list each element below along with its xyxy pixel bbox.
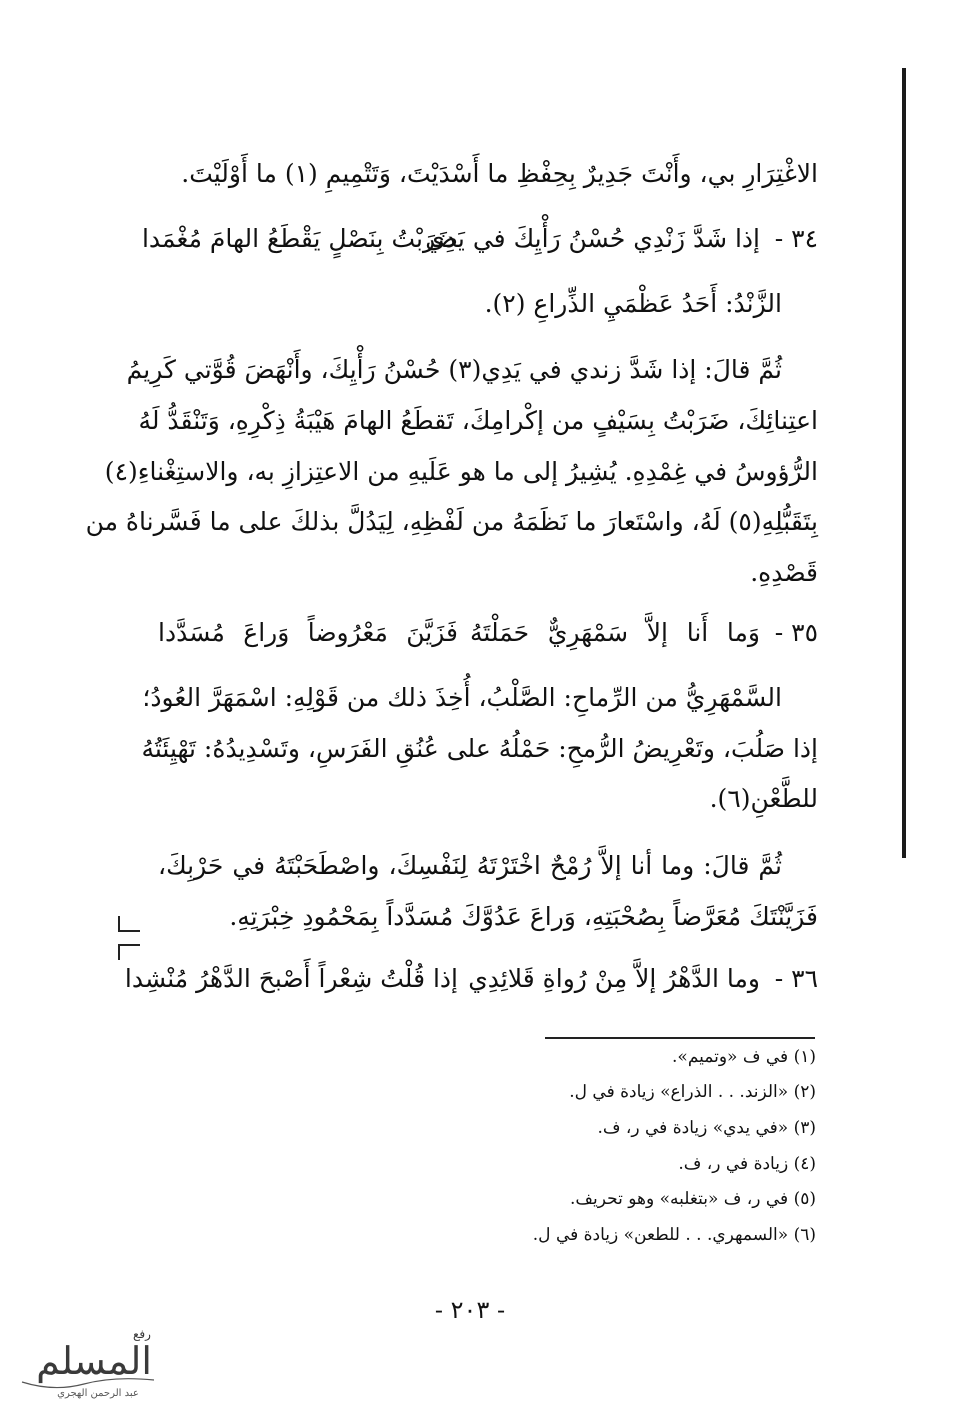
text-line-3: ثُمَّ قالَ: إذا شَدَّ زندي في يَدِي(٣) حُسْنُ رَأْيِكَ، وأَنْهَضَ قُوَّتي كَرِيمُ	[126, 355, 782, 384]
verse-second-hemistich: إذا قُلْتُ شِعْراً أَصْبحَ الدَّهْرُ مُنْشِدا	[124, 964, 458, 993]
crop-mark	[118, 944, 140, 960]
verse-first-hemistich: إذا شَدَّ زَنْدِي حُسْنُ رَأْيِكَ في يَدِي	[425, 224, 760, 253]
verse-second-hemistich: ضَرَبْتُ بِنَصْلٍ يَقْطَعُ الهامَ مُغْمَدا	[141, 224, 458, 253]
verse-first-hemistich: وَما أَنا إلاَّ سَمْهَرِيٌّ حَمَلْتَهُ	[470, 618, 760, 647]
footnote-2: (٢) «الزند. . . الذراع» زيادة في ل.	[569, 1082, 816, 1102]
stamp-logo	[14, 1322, 174, 1402]
text-line-8: السَّمْهَرِيُّ من الرِّماحِ: الصَّلْبُ، أُخِذَ ذلك من قَوْلِهِ: اسْمَهَرَّ العُودُ؛	[142, 683, 782, 712]
verse-number: ٣٤ -	[774, 224, 818, 253]
text-line-12: فَزَيَّنْتَكَ مُعَرَّضاً بِصُحْبَتِهِ، وَراعَ عَدُوَّكَ مُسَدَّداً بِمَحْمُودِ خِبْرَتِهِ.	[229, 902, 818, 931]
footnote-5: (٥) في ر، ف «بتغلبه» وهو تحريف.	[570, 1189, 816, 1209]
verse-35	[158, 616, 818, 650]
text-line-1: الاغْتِرَارِ بي، وأَنْتَ جَدِيرٌ بِحِفْظِ ما أَسْدَيْتَ، وَتَتْمِيمِ (١) ما أَوْلَيْتَ.	[181, 159, 818, 188]
verse-second-hemistich: فَزَيَّنَ مَعْرُوضاً وَراعَ مُسَدَّدا	[158, 618, 458, 647]
svg-text:المسلم: المسلم	[36, 1339, 152, 1383]
verse-number: ٣٦ -	[774, 964, 818, 993]
footnote-1: (١) في ف «وتميم».	[672, 1047, 816, 1067]
footnote-6: (٦) «السمهري. . . للطعن» زيادة في ل.	[532, 1225, 816, 1245]
verse-first-hemistich: وما الدَّهْرُ إلاَّ مِنْ رُواةِ قَلائِدِي	[468, 964, 760, 993]
footnote-3: (٣) «في يدي» زيادة في ر، ف.	[597, 1118, 816, 1138]
crop-mark	[118, 916, 140, 932]
text-line-10: للطَّعْنِ(٦).	[709, 784, 818, 813]
text-line-11: ثُمَّ قالَ: وما أنا إلاَّ رُمْحٌ اخْتَرْتَهُ لِنَفْسِكَ، واصْطَحَبْتَهُ في حَرْبِكَ،	[158, 851, 782, 880]
verse-34	[141, 222, 818, 256]
footnote-4: (٤) زيادة في ر، ف.	[678, 1154, 816, 1174]
verse-36	[124, 962, 818, 996]
svg-text:رفع: رفع	[133, 1327, 151, 1341]
text-line-2: الزَّنْدُ: أَحَدُ عَظْمَيِ الذِّراعِ (٢).	[484, 289, 782, 318]
verse-number: ٣٥ -	[774, 618, 818, 647]
margin-rule	[902, 68, 906, 858]
text-line-4: اعتِنائِكَ، ضَرَبْتُ بِسَيْفٍ من إكْرامِكَ، تَقطَعُ الهامَ هَيْبَةُ ذِكْرِهِ، وَتَنْقَدُّ لَهُ	[138, 406, 818, 435]
text-line-6: بِتَقَبُّلِهِ(٥) لَهُ، واسْتَعارَ ما نَظَمَهُ من لَفْظِهِ، لِيَدُلَّ بذلكَ على ما فَسَّرناهُ من	[85, 507, 818, 536]
page-number: - ٢٠٣ -	[434, 1296, 506, 1324]
svg-text:عبد الرحمن الهجري: عبد الرحمن الهجري	[57, 1388, 139, 1399]
text-line-5: الرُّؤوسُ في غِمْدِهِ. يُشِيرُ إلى ما هو عَلَيهِ من الاعتِزازِ به، والاستِغْناءِ(٤)	[104, 457, 818, 486]
text-line-9: إذا صَلُبَ، وتَعْرِيضُ الرُّمحِ: حَمْلُهُ على عُنُقِ الفَرَسِ، وتَسْدِيدُهُ: تَهْيِئَتُهُ	[141, 734, 818, 763]
text-line-7: قَصْدِهِ.	[750, 558, 818, 587]
footnote-separator	[545, 1037, 815, 1039]
